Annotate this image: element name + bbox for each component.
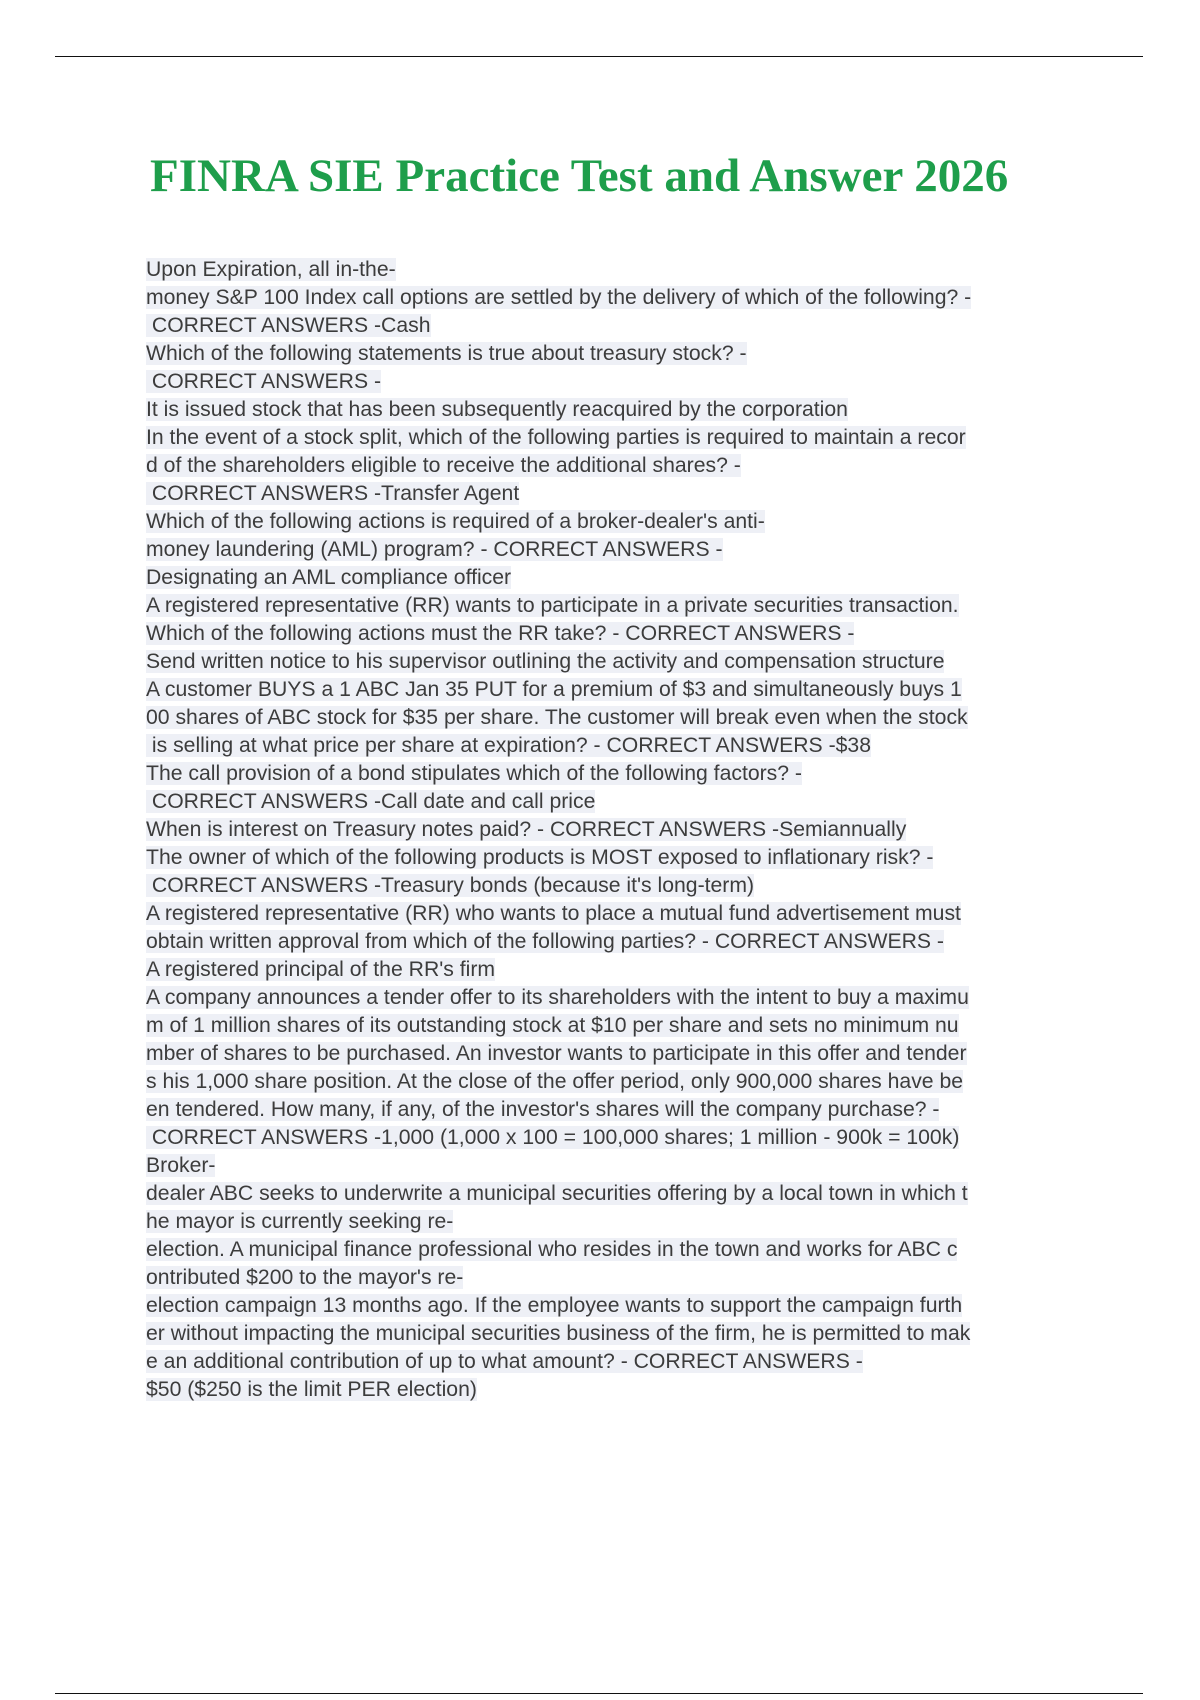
text-line (146, 592, 1146, 620)
text-line (146, 816, 1146, 844)
text-line-content: CORRECT ANSWERS -Call date and call price (146, 790, 596, 813)
page-title: FINRA SIE Practice Test and Answer 2026 (150, 150, 1009, 202)
text-line-content: dealer ABC seeks to underwrite a municipal securities offering by a local town in which t (146, 1182, 968, 1205)
text-line (146, 648, 1146, 676)
text-line (146, 1012, 1146, 1040)
text-line-content: It is issued stock that has been subsequently reacquired by the corporation (146, 398, 848, 421)
text-line (146, 452, 1146, 480)
text-line-content: CORRECT ANSWERS -Treasury bonds (because it's long-term) (146, 874, 755, 897)
text-line (146, 1096, 1146, 1124)
text-line-content: e an additional contribution of up to what amount? - CORRECT ANSWERS - (146, 1350, 863, 1373)
text-line-content: Designating an AML compliance officer (146, 566, 512, 589)
text-line-content: Which of the following actions is required of a broker-dealer's anti- (146, 510, 765, 533)
text-line-content: In the event of a stock split, which of the following parties is required to maintain a recor (146, 426, 966, 449)
text-line (146, 1348, 1146, 1376)
text-line (146, 340, 1146, 368)
text-line (146, 536, 1146, 564)
text-line (146, 1320, 1146, 1348)
text-line (146, 872, 1146, 900)
text-line-content: CORRECT ANSWERS -Cash (146, 314, 431, 337)
text-line (146, 480, 1146, 508)
text-line-content: election campaign 13 months ago. If the employee wants to support the campaign furth (146, 1294, 963, 1317)
text-line-content: A registered principal of the RR's firm (146, 958, 496, 981)
text-line-content: is selling at what price per share at expiration? - CORRECT ANSWERS -$38 (146, 734, 871, 757)
text-line-content: The owner of which of the following products is MOST exposed to inflationary risk? - (146, 846, 934, 869)
text-line (146, 564, 1146, 592)
text-line (146, 1180, 1146, 1208)
text-line (146, 1236, 1146, 1264)
text-line (146, 1152, 1146, 1180)
text-line-content: CORRECT ANSWERS - (146, 370, 382, 393)
text-line (146, 676, 1146, 704)
text-line (146, 284, 1146, 312)
text-line (146, 984, 1146, 1012)
text-line-content: he mayor is currently seeking re- (146, 1210, 454, 1233)
text-line (146, 312, 1146, 340)
text-line (146, 760, 1146, 788)
text-line (146, 1292, 1146, 1320)
text-line-content: ontributed $200 to the mayor's re- (146, 1266, 464, 1289)
text-line (146, 1124, 1146, 1152)
text-line-content: money laundering (AML) program? - CORRECT ANSWERS - (146, 538, 723, 561)
text-line-content: A registered representative (RR) who wants to place a mutual fund advertisement must (146, 902, 961, 925)
text-line (146, 368, 1146, 396)
text-line-content: A customer BUYS a 1 ABC Jan 35 PUT for a premium of $3 and simultaneously buys 1 (146, 678, 962, 701)
text-line-content: Broker- (146, 1154, 216, 1177)
top-rule (55, 56, 1143, 57)
text-line (146, 620, 1146, 648)
text-line-content: A company announces a tender offer to its shareholders with the intent to buy a maximu (146, 986, 969, 1009)
text-line-content: A registered representative (RR) wants to participate in a private securities transaction. (146, 594, 959, 617)
text-line (146, 704, 1146, 732)
qa-text-block (146, 256, 1146, 1404)
text-line (146, 508, 1146, 536)
text-line-content: money S&P 100 Index call options are settled by the delivery of which of the following? - (146, 286, 972, 309)
text-line-content: d of the shareholders eligible to receive the additional shares? - (146, 454, 741, 477)
text-line (146, 956, 1146, 984)
text-line (146, 844, 1146, 872)
text-line-content: When is interest on Treasury notes paid? - CORRECT ANSWERS -Semiannually (146, 818, 907, 841)
text-line-content: m of 1 million shares of its outstanding stock at $10 per share and sets no minimum nu (146, 1014, 959, 1037)
text-line (146, 1040, 1146, 1068)
text-line-content: obtain written approval from which of the following parties? - CORRECT ANSWERS - (146, 930, 944, 953)
text-line (146, 732, 1146, 760)
text-line (146, 1208, 1146, 1236)
text-line-content: 00 shares of ABC stock for $35 per share. The customer will break even when the stock (146, 706, 968, 729)
text-line-content: Send written notice to his supervisor outlining the activity and compensation structure (146, 650, 945, 673)
text-line (146, 900, 1146, 928)
text-line-content: mber of shares to be purchased. An investor wants to participate in this offer and tender (146, 1042, 967, 1065)
text-line (146, 1376, 1146, 1404)
text-line (146, 788, 1146, 816)
text-line-content: Which of the following actions must the RR take? - CORRECT ANSWERS - (146, 622, 855, 645)
text-line (146, 1264, 1146, 1292)
text-line-content: election. A municipal finance professional who resides in the town and works for ABC c (146, 1238, 958, 1261)
text-line-content: Upon Expiration, all in-the- (146, 258, 396, 281)
text-line-content: The call provision of a bond stipulates which of the following factors? - (146, 762, 802, 785)
text-line (146, 424, 1146, 452)
text-line-content: Which of the following statements is true about treasury stock? - (146, 342, 747, 365)
text-line (146, 928, 1146, 956)
text-line-content: CORRECT ANSWERS -Transfer Agent (146, 482, 520, 505)
text-line-content: er without impacting the municipal securities business of the firm, he is permitted to mak (146, 1322, 971, 1345)
text-line-content: CORRECT ANSWERS -1,000 (1,000 x 100 = 100,000 shares; 1 million - 900k = 100k) (146, 1126, 960, 1149)
text-line-content: s his 1,000 share position. At the close of the offer period, only 900,000 shares have be (146, 1070, 964, 1093)
bottom-rule (55, 1693, 1143, 1694)
text-line (146, 396, 1146, 424)
text-line (146, 1068, 1146, 1096)
text-line-content: $50 ($250 is the limit PER election) (146, 1378, 477, 1401)
text-line (146, 256, 1146, 284)
text-line-content: en tendered. How many, if any, of the investor's shares will the company purchase? - (146, 1098, 940, 1121)
